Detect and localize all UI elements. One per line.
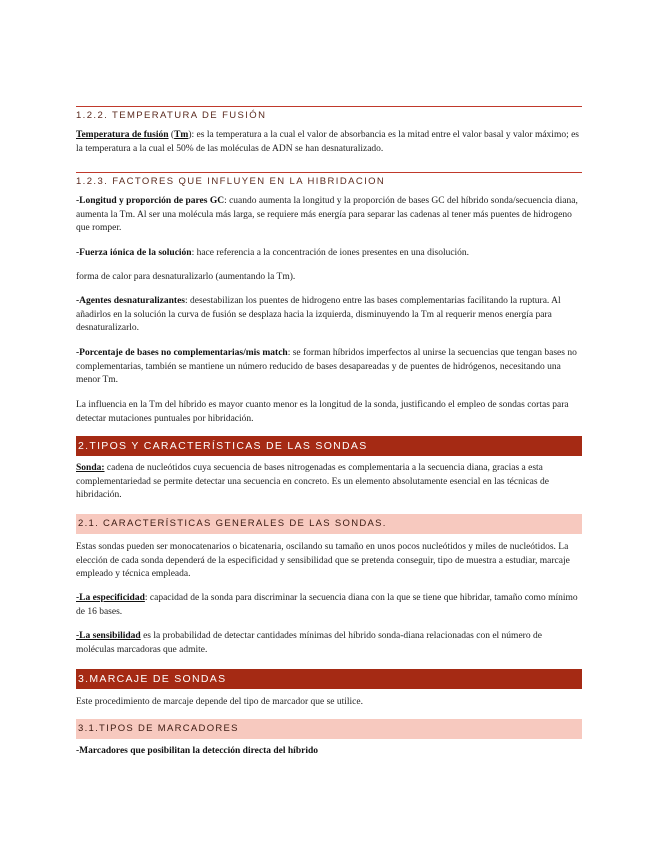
term-longitud-gc: -Longitud y proporción de pares GC [76, 196, 225, 206]
paragraph-forma-calor: forma de calor para desnaturalizarlo (aumentando la Tm). [76, 272, 296, 282]
term-agentes-desnaturalizantes: -Agentes desnaturalizantes [76, 296, 185, 306]
paragraph-text: : capacidad de la sonda para discriminar la secuencia diana con la que se tiene que hibridar, tamaño como mínimo de 16 bases. [76, 593, 578, 617]
term-temperatura-fusion: Temperatura de fusión [76, 130, 169, 140]
term-fuerza-ionica: -Fuerza iónica de la solución [76, 248, 192, 258]
section-heading-1-2-3: 1.2.3. FACTORES QUE INFLUYEN EN LA HIBRIDACION [76, 172, 582, 187]
term-tm: Tm [174, 130, 189, 140]
section-heading-3-1: 3.1.TIPOS DE MARCADORES [76, 719, 582, 739]
term-sensibilidad: -La sensibilidad [76, 631, 141, 641]
paragraph-caracteristicas-generales: Estas sondas pueden ser monocatenarios o bicatenaria, oscilando su tamaño en unos pocos nucleótidos y miles de nucleótidos. La elección de cada sonda dependerá de la especificidad y sensibilidad que se pretenda conseguir, tipo de muestra a estudiar, marcaje empleado y técnica empleada. [76, 542, 570, 580]
paragraph-temperatura-fusion [76, 129, 582, 156]
paragraph-text: : cuando aumenta la longitud y la proporción de bases GC del híbrido sonda/secuencia diana, aumenta la Tm. Al ser una molécula más larga, se requiere más energía para separar las cadenas al tener más puentes de hidrogeno que romper. [76, 196, 578, 234]
paren-close: ) [188, 130, 192, 140]
paragraph-porcentaje-mismatch [76, 347, 582, 388]
paragraph-text: : hace referencia a la concentración de iones presentes en una disolución. [191, 248, 470, 258]
term-porcentaje-mismatch: -Porcentaje de bases no complementarias/mis match [76, 348, 288, 358]
paragraph-text: : desestabilizan los puentes de hidrogeno entre las bases complementarias facilitando la ruptura. Al añadirlos en la solución la curva de fusión se desplaza hacia la izquierda, disminuyendo la Tm al requerir menos energía para desnaturalizarlo. [76, 296, 561, 334]
term-sonda: Sonda: [76, 463, 105, 473]
paragraph-especificidad [76, 592, 582, 619]
section-heading-3: 3.MARCAJE DE SONDAS [76, 669, 582, 689]
paragraph-influencia-tm: La influencia en la Tm del híbrido es mayor cuanto menor es la longitud de la sonda, justificando el empleo de sondas cortas para detectar mutaciones puntuales por hibridación. [76, 400, 569, 424]
definition-text: : es la temperatura a la cual el valor de absorbancia es la mitad entre el valor basal y valor máximo; es la temperatura a la cual el 50% de las moléculas de ADN se han desnaturalizado. [76, 130, 580, 154]
paren-open: ( [168, 130, 175, 140]
term-marcadores-directa: -Marcadores que posibilitan la detección directa del híbrido [76, 746, 318, 756]
section-heading-1-2-2: 1.2.2. TEMPERATURA DE FUSIÓN [76, 106, 582, 121]
paragraph-text: : se forman híbridos imperfectos al unirse la secuencias que tengan bases no complementarias, también se mantiene un número reducido de bases desapareadas y de puentes de hidrógenos, necesitando una menor Tm. [76, 348, 577, 386]
paragraph-text: es la probabilidad de detectar cantidades mínimas del híbrido sonda-diana relacionadas con el número de moléculas marcadoras que admite. [76, 631, 542, 655]
paragraph-agentes-desnaturalizantes [76, 295, 582, 336]
paragraph-fuerza-ionica [76, 247, 582, 261]
paragraph-sonda [76, 462, 582, 503]
paragraph-text: cadena de nucleótidos cuya secuencia de bases nitrogenadas es complementaria a la secuencia diana, gracias a esta complementariedad se permite detectar una secuencia en concreto. Es un elemento absolutamente esencial en las técnicas de hibridación. [76, 463, 549, 501]
section-heading-2-1: 2.1. CARACTERÍSTICAS GENERALES DE LAS SONDAS. [76, 514, 582, 534]
term-especificidad: -La especificidad [76, 593, 145, 603]
paragraph-marcaje: Este procedimiento de marcaje depende del tipo de marcador que se utilice. [76, 697, 363, 707]
paragraph-marcadores-directa [76, 745, 582, 759]
paragraph-sensibilidad [76, 630, 582, 657]
section-heading-2: 2.TIPOS Y CARACTERÍSTICAS DE LAS SONDAS [76, 436, 582, 456]
paragraph-longitud-gc [76, 195, 582, 236]
